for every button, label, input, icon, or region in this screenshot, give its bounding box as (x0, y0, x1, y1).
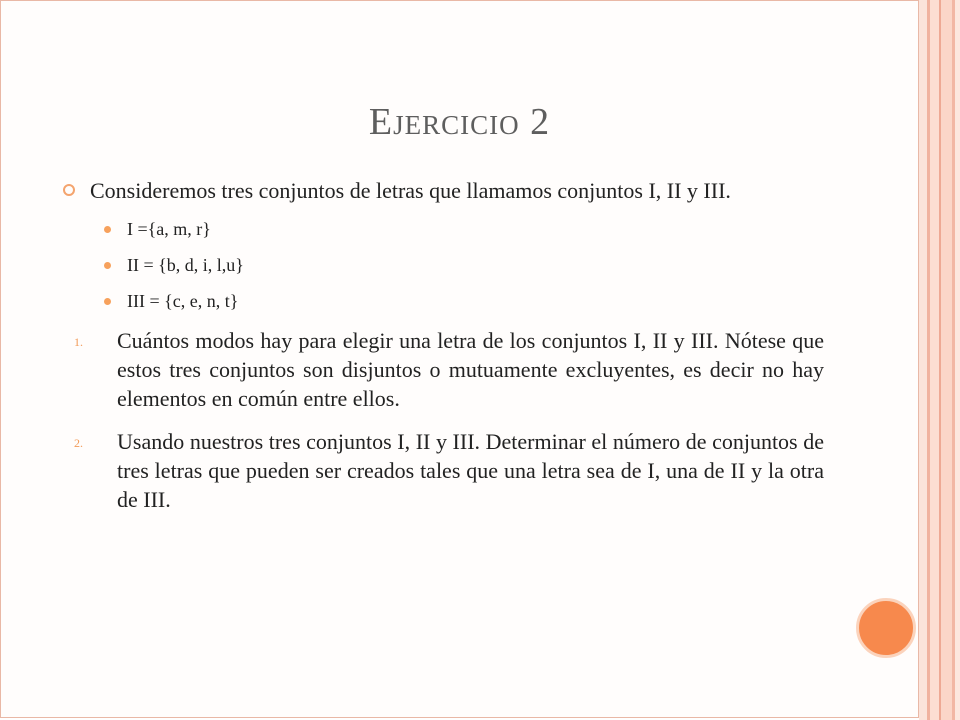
stripe (941, 0, 952, 720)
list-item (60, 254, 824, 276)
question-text: Usando nuestros tres conjuntos I, II y III. Determinar el número de conjuntos de tres letras que pueden ser creados tales que una letra sea de I, una de II y la otra de III. (117, 429, 824, 512)
stripe (930, 0, 939, 720)
slide-title: Ejercicio 2 (368, 101, 551, 143)
question-2 (60, 427, 824, 514)
dot-bullet-icon (104, 226, 111, 233)
question-number: 2. (74, 436, 83, 450)
intro-text: Consideremos tres conjuntos de letras que llamamos conjuntos I, II y III. (90, 178, 731, 203)
question-number: 1. (74, 335, 83, 349)
decorative-circle-icon (856, 598, 916, 658)
dot-bullet-icon (104, 298, 111, 305)
sets-list (60, 218, 824, 312)
set-text: II = {b, d, i, l,u} (127, 255, 244, 275)
list-item (60, 218, 824, 240)
stripe (955, 0, 960, 720)
dot-bullet-icon (104, 262, 111, 269)
question-1 (60, 326, 824, 413)
set-text: I ={a, m, r} (127, 219, 211, 239)
stripe (919, 0, 927, 720)
slide-content (60, 176, 824, 514)
decorative-stripes (919, 0, 960, 720)
list-item (60, 290, 824, 312)
intro-paragraph (60, 176, 824, 205)
question-text: Cuántos modos hay para elegir una letra de los conjuntos I, II y III. Nótese que estos tres conjuntos son disjuntos o mutuamente excluyentes, es decir no hay elementos en común entre ellos. (117, 328, 824, 411)
ring-bullet-icon (63, 184, 75, 196)
set-text: III = {c, e, n, t} (127, 291, 239, 311)
